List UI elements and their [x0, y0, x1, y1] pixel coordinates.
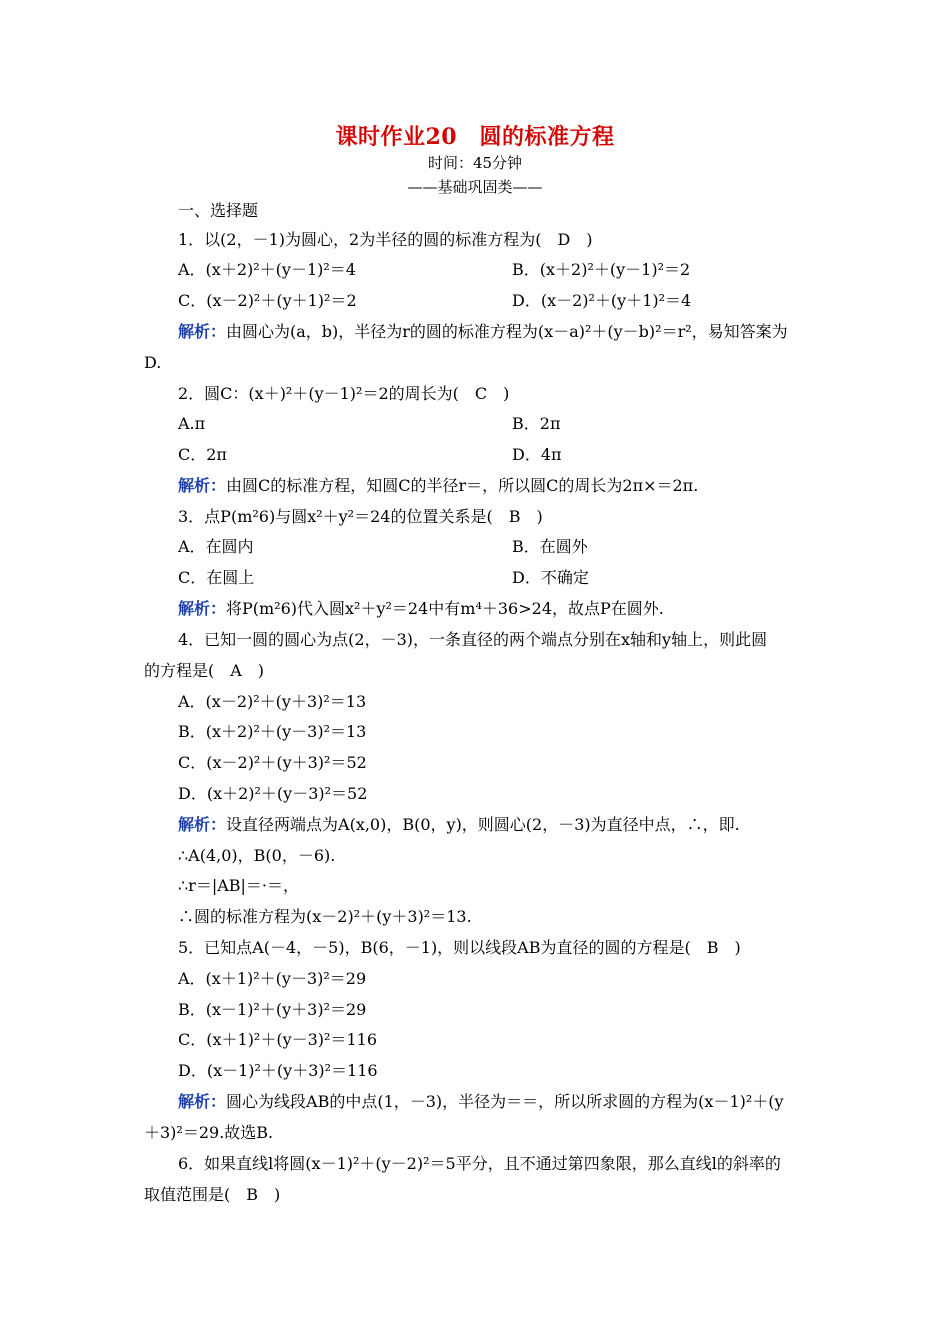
q5-solution-text: 圆心为线段AB的中点(1，－3)，半径为＝＝，所以所求圆的方程为(x－1)²＋(y — [226, 1092, 784, 1111]
q1-stem: 1．以(2，－1)为圆心，2为半径的圆的标准方程为( D ) — [178, 230, 593, 249]
solution-label: 解析： — [178, 815, 227, 834]
q1-option-a: A．(x＋2)²＋(y－1)²＝4 — [178, 260, 356, 279]
part-heading: 一、选择题 — [178, 201, 259, 220]
q5-option-a: A．(x＋1)²＋(y－3)²＝29 — [178, 969, 367, 988]
q4-option-b: B．(x＋2)²＋(y－3)²＝13 — [178, 722, 367, 741]
q5-stem: 5．已知点A(－4，－5)，B(6，－1)，则以线段AB为直径的圆的方程是( B ) — [178, 938, 741, 957]
q6-stem: 6．如果直线l将圆(x－1)²＋(y－2)²＝5平分，且不通过第四象限，那么直线l的斜率的 — [178, 1154, 781, 1173]
q1-solution-text: 由圆心为(a，b)，半径为r的圆的标准方程为(x－a)²＋(y－b)²＝r²，易知答案为 — [226, 322, 788, 341]
q4-solution-line3: ∴r＝|AB|＝·＝， — [178, 876, 300, 895]
q2-stem: 2．圆C：(x＋)²＋(y－1)²＝2的周长为( C ) — [178, 384, 510, 403]
q4-solution-text: 设直径两端点为A(x,0)，B(0，y)，则圆心(2，－3)为直径中点，∴，即. — [226, 815, 740, 834]
q1-option-b: B．(x＋2)²＋(y－1)²＝2 — [512, 260, 691, 279]
q3-solution-text: 将P(m²6)代入圆x²＋y²＝24中有m⁴＋36>24，故点P在圆外. — [226, 599, 664, 618]
q5-solution — [178, 1092, 784, 1112]
q1-solution-cont: D. — [144, 353, 162, 372]
q4-solution — [178, 815, 740, 835]
page-title: 课时作业20 圆的标准方程 — [335, 124, 615, 150]
q4-option-d: D．(x＋2)²＋(y－3)²＝52 — [178, 784, 368, 803]
q2-solution-text: 由圆C的标准方程，知圆C的半径r＝，所以圆C的周长为2π×＝2π. — [226, 476, 699, 495]
q2-option-c: C．2π — [178, 445, 227, 464]
time-limit: 时间：45分钟 — [427, 154, 523, 172]
solution-label: 解析： — [178, 1092, 227, 1111]
solution-label: 解析： — [178, 476, 227, 495]
q2-option-d: D．4π — [512, 445, 562, 464]
q4-solution-line2: ∴A(4,0)，B(0，－6). — [178, 846, 336, 865]
q2-solution — [178, 476, 698, 496]
q3-option-b: B．在圆外 — [512, 537, 588, 556]
q3-option-d: D．不确定 — [512, 568, 589, 587]
q5-option-c: C．(x＋1)²＋(y－3)²＝116 — [178, 1030, 378, 1049]
q4-option-c: C．(x－2)²＋(y＋3)²＝52 — [178, 753, 367, 772]
solution-label: 解析： — [178, 599, 227, 618]
q5-option-d: D．(x－1)²＋(y＋3)²＝116 — [178, 1061, 378, 1080]
q3-solution — [178, 599, 664, 619]
q5-option-b: B．(x－1)²＋(y＋3)²＝29 — [178, 1000, 367, 1019]
q5-solution-cont: ＋3)²＝29.故选B. — [144, 1123, 274, 1142]
q3-stem: 3．点P(m²6)与圆x²＋y²＝24的位置关系是( B ) — [178, 507, 543, 526]
q4-stem: 4．已知一圆的圆心为点(2，－3)，一条直径的两个端点分别在x轴和y轴上，则此圆 — [178, 630, 768, 649]
q1-option-c: C．(x－2)²＋(y＋1)²＝2 — [178, 291, 357, 310]
q1-solution — [178, 322, 788, 342]
solution-label: 解析： — [178, 322, 227, 341]
q1-option-d: D．(x－2)²＋(y＋1)²＝4 — [512, 291, 692, 310]
q3-option-a: A．在圆内 — [178, 537, 254, 556]
q2-option-a: A.π — [178, 414, 206, 433]
section-heading: ——基础巩固类—— — [407, 178, 543, 196]
q4-solution-line4: ∴圆的标准方程为(x－2)²＋(y＋3)²＝13. — [178, 907, 472, 926]
q4-stem-cont: 的方程是( A ) — [144, 661, 265, 680]
q6-stem-cont: 取值范围是( B ) — [144, 1185, 281, 1204]
q2-option-b: B．2π — [512, 414, 561, 433]
q4-option-a: A．(x－2)²＋(y＋3)²＝13 — [178, 692, 367, 711]
q3-option-c: C．在圆上 — [178, 568, 255, 587]
